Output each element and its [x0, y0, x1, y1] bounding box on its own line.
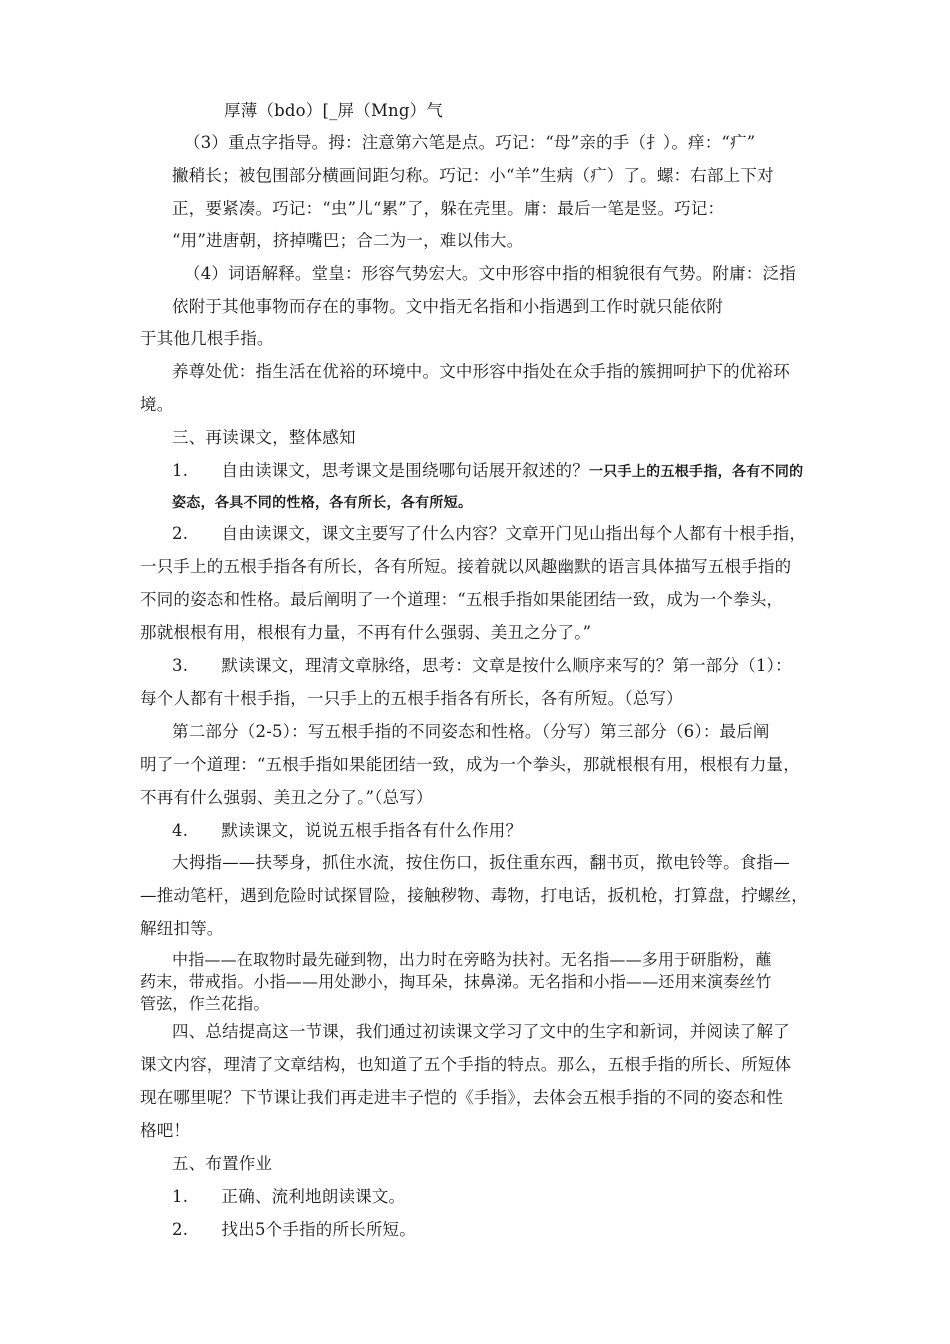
text-line: 2. 自由读课文，课文主要写了什么内容？文章开门见山指出每个人都有十根手指， [172, 524, 807, 543]
text-line: 不再有什么强弱、美丑之分了。”（总写） [140, 788, 433, 807]
text-line [172, 460, 803, 483]
text-line: 解纽扣等。 [140, 919, 224, 938]
text-line: 课文内容，理清了文章结构，也知道了五个手指的特点。那么，五根手指的所长、所短体 [140, 1055, 792, 1074]
text-line: 依附于其他事物而存在的事物。文中指无名指和小指遇到工作时就只能依附 [172, 297, 724, 316]
text-line: 格吧！ [140, 1121, 191, 1140]
text-line: 3. 默读课文，理清文章脉络，思考：文章是按什么顺序来写的？第一部分（1）： [172, 656, 792, 675]
text-line: 撇稍长；被包围部分横画间距匀称。巧记：小“羊”生病（疒）了。螺：右部上下对 [172, 166, 774, 185]
answer-text-bold: 一只手上的五根手指，各有不同的 [588, 464, 804, 480]
text-line: “用”进唐朝，挤掉嘴巴；合二为一，难以伟大。 [172, 231, 524, 250]
text-line: 管弦，作兰花指。 [140, 994, 270, 1013]
text-line: —推动笔杆，遇到危险时试探冒险，接触秽物、毒物，打电话，扳机枪，打算盘，拧螺丝， [140, 886, 808, 905]
section-heading: 五、布置作业 [172, 1154, 273, 1173]
question-text: 1. 自由读课文，思考课文是围绕哪句话展开叙述的？ [172, 461, 589, 480]
text-line: 现在哪里呢？下节课让我们再走进丰子恺的《手指》，去体会五根手指的不同的姿态和性 [140, 1088, 784, 1107]
text-line: 正，要紧凑。巧记：“虫”儿“累”了，躲在壳里。庸：最后一笔是竖。巧记： [172, 199, 725, 218]
section-heading: 三、再读课文，整体感知 [172, 428, 356, 447]
text-line: 明了一个道理：“五根手指如果能团结一致，成为一个拳头，那就根根有用，根根有力量， [140, 755, 800, 774]
answer-text-bold: 姿态，各具不同的性格，各有所长，各有所短。 [172, 495, 473, 511]
homework-item: 1. 正确、流利地朗读课文。 [172, 1187, 406, 1206]
text-line: 每个人都有十根手指，一只手上的五根手指各有所长，各有所短。（总写） [140, 689, 683, 708]
text-line: 一只手上的五根手指各有所长，各有所短。接着就以风趣幽默的语言具体描写五根手指的 [140, 557, 792, 576]
text-line: 4. 默读课文，说说五根手指各有什么作用？ [172, 821, 523, 840]
text-line: 不同的姿态和性格。最后阐明了一个道理：“五根手指如果能团结一致，成为一个拳头， [140, 590, 784, 609]
text-line: （4）词语解释。堂皇：形容气势宏大。文中形容中指的相貌很有气势。附庸：泛指 [184, 264, 796, 283]
text-line: 中指——在取物时最先碰到物，出力时在旁略为扶衬。无名指——多用于研脂粉，蘸 [172, 950, 772, 969]
text-line: 境。 [140, 395, 174, 414]
text-line: 那就根根有用，根根有力量，不再有什么强弱、美丑之分了。” [140, 623, 592, 642]
homework-item: 2. 找出5个手指的所长所短。 [172, 1220, 416, 1239]
text-line: （3）重点字指导。拇：注意第六笔是点。巧记：“母”亲的手（扌）。痒：“疒” [184, 133, 756, 152]
text-line: 大拇指——扶琴身，抓住水流，按住伤口，扳住重东西，翻书页，揿电铃等。食指— [172, 853, 790, 872]
text-line: 第二部分（2-5）：写五根手指的不同姿态和性格。（分写）第三部分（6）：最后阐 [172, 722, 770, 741]
section-heading: 四、总结提高这一节课，我们通过初读课文学习了文中的生字和新词，并阅读了解了 [172, 1022, 790, 1041]
text-line: 药末，带戒指。小指——用处渺小，掏耳朵，抹鼻涕。无名指和小指——还用来演奏丝竹 [140, 972, 772, 991]
text-line-pronunciation: 厚薄（bdo）[_屏（Mng）气 [224, 101, 444, 120]
text-line: 养尊处优：指生活在优裕的环境中。文中形容中指处在众手指的簇拥呵护下的优裕环 [172, 362, 790, 381]
text-line: 于其他几根手指。 [140, 329, 274, 348]
